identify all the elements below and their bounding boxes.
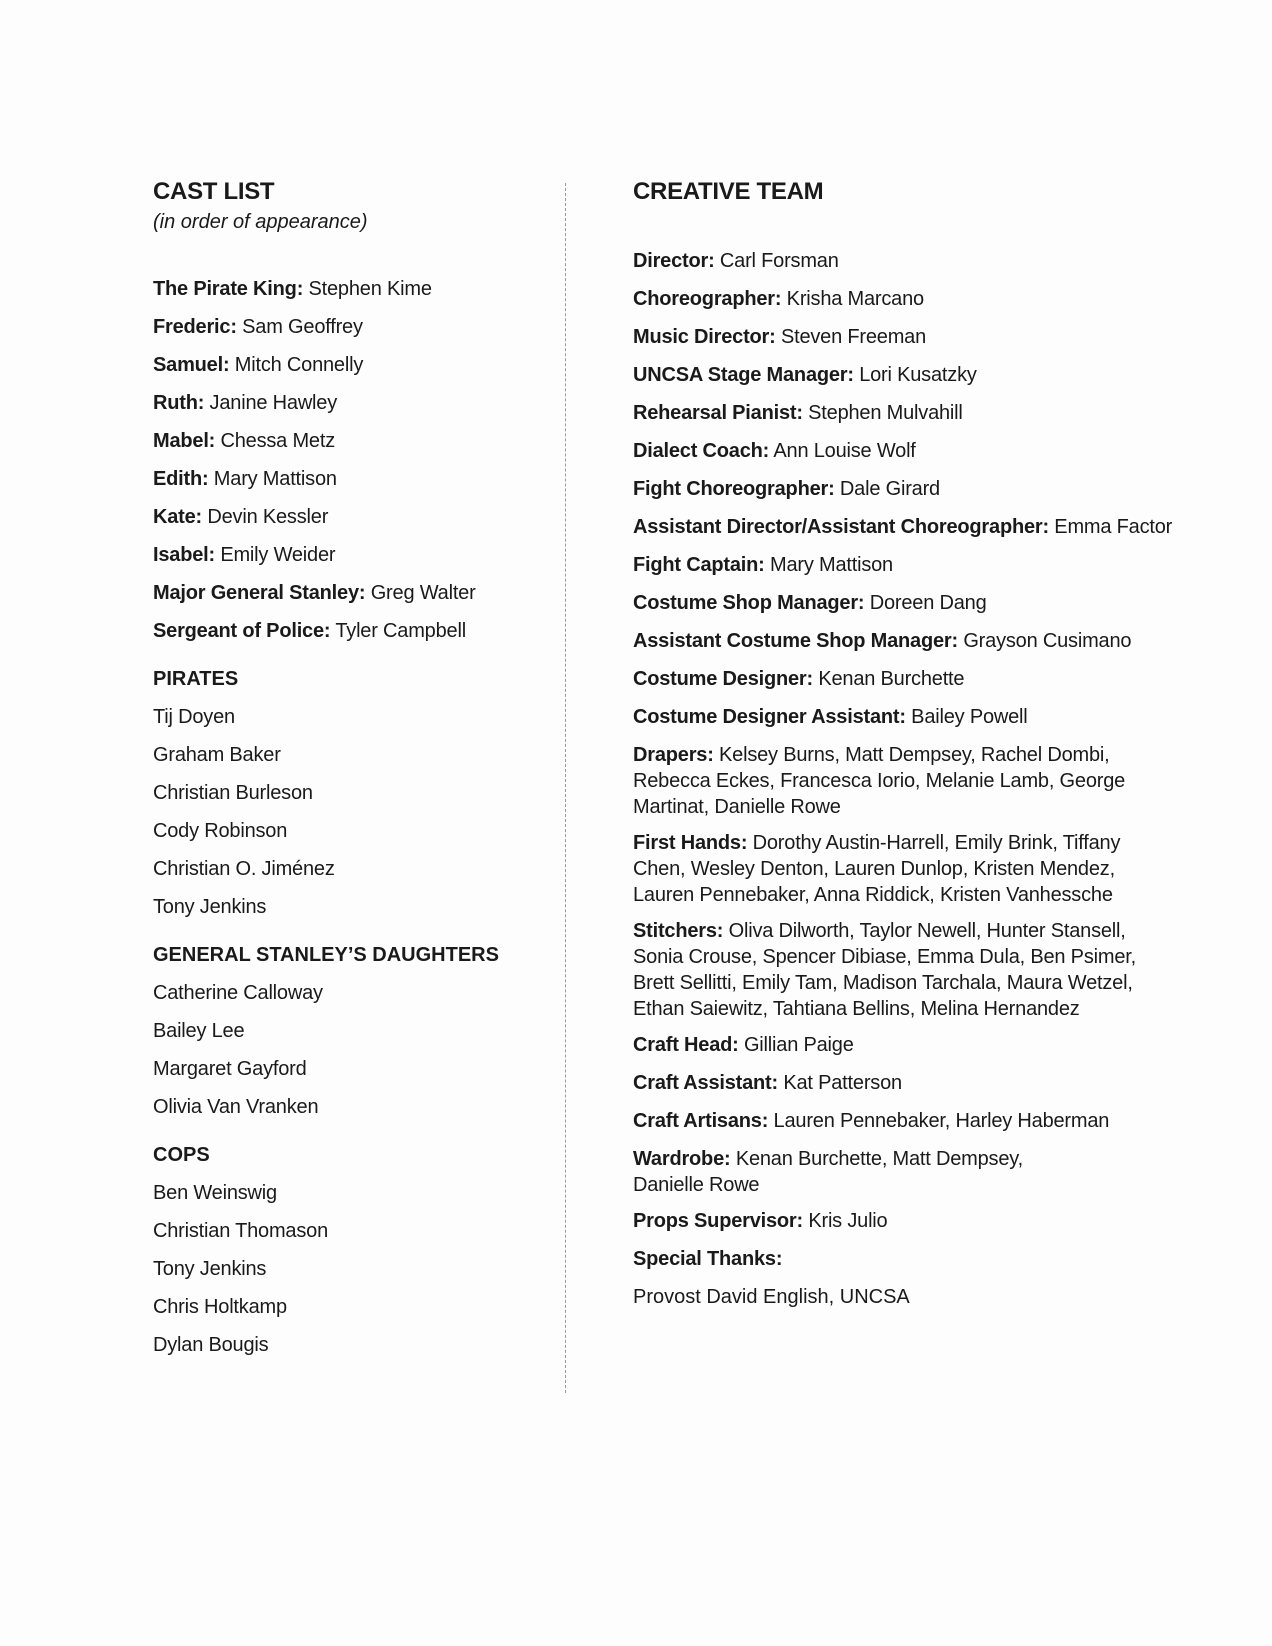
cast-entry xyxy=(153,276,553,302)
cast-list-heading: CAST LIST xyxy=(153,178,275,205)
wardrobe-entry xyxy=(633,1146,1193,1198)
person-name: Dale Girard xyxy=(834,478,940,500)
role-label: Stitchers: xyxy=(633,920,724,942)
team-entry xyxy=(633,286,1193,312)
creative-team-list xyxy=(633,248,1193,1310)
person-names: Kenan Burchette, Matt Dempsey, Danielle Rowe xyxy=(633,1148,1023,1196)
person-names: Oliva Dilworth, Taylor Newell, Hunter Stansell, Sonia Crouse, Spencer Dibiase, Emma Dula, Ben Psimer, Brett Sellitti, Emily Tam, Madison Tarchala, Maura Wetzel, Ethan Saiewitz, Tahtiana Bellins, Melina Hernandez xyxy=(633,920,1136,1020)
person-name: Kat Patterson xyxy=(777,1072,902,1094)
performer-name: Emily Weider xyxy=(214,544,336,566)
team-entry xyxy=(633,438,1193,464)
role-label: Craft Assistant: xyxy=(633,1072,778,1094)
person-names: Dorothy Austin-Harrell, Emily Brink, Tiffany Chen, Wesley Denton, Lauren Dunlop, Kristen Mendez, Lauren Pennebaker, Anna Riddick, Kristen Vanhessche xyxy=(633,832,1121,906)
role-label: Costume Designer: xyxy=(633,668,813,690)
role-label: Assistant Costume Shop Manager: xyxy=(633,630,958,652)
team-entry xyxy=(633,552,1193,578)
role-label: Drapers: xyxy=(633,744,714,766)
role-label: First Hands: xyxy=(633,832,748,854)
person-name: Krisha Marcano xyxy=(781,288,924,310)
role-label: Music Director: xyxy=(633,326,776,348)
performer-name: Chessa Metz xyxy=(215,430,336,452)
performer-name: Devin Kessler xyxy=(202,506,329,528)
performer-name: Mary Mattison xyxy=(208,468,337,490)
person-name: Lauren Pennebaker, Harley Haberman xyxy=(768,1110,1110,1132)
cast-entry xyxy=(153,580,553,606)
person-name: Emma Factor xyxy=(1048,516,1173,538)
role-label: Mabel: xyxy=(153,430,216,452)
principal-roles xyxy=(153,276,553,644)
list-item: Chris Holtkamp xyxy=(153,1296,287,1318)
role-label: Assistant Director/Assistant Choreographer: xyxy=(633,516,1049,538)
list-item: Margaret Gayford xyxy=(153,1058,307,1080)
team-entry xyxy=(633,1208,1193,1234)
role-label: Choreographer: xyxy=(633,288,782,310)
person-name: Ann Louise Wolf xyxy=(769,440,916,462)
role-label: Dialect Coach: xyxy=(633,440,770,462)
role-label: Props Supervisor: xyxy=(633,1210,803,1232)
role-label: Wardrobe: xyxy=(633,1148,731,1170)
cops-title: COPS xyxy=(153,1144,210,1166)
list-item: Dylan Bougis xyxy=(153,1334,269,1356)
team-entry xyxy=(633,590,1193,616)
cast-entry xyxy=(153,352,553,378)
daughters-title: GENERAL STANLEY’S DAUGHTERS xyxy=(153,944,499,966)
person-name: Carl Forsman xyxy=(714,250,839,272)
role-label: Sergeant of Police: xyxy=(153,620,331,642)
person-name: Bailey Powell xyxy=(905,706,1028,728)
list-item: Bailey Lee xyxy=(153,1020,245,1042)
role-label: Major General Stanley: xyxy=(153,582,366,604)
team-entry xyxy=(633,476,1193,502)
team-entry xyxy=(633,324,1193,350)
team-entry xyxy=(633,514,1193,540)
cast-entry xyxy=(153,428,553,454)
person-name: Kris Julio xyxy=(802,1210,888,1232)
list-item: Graham Baker xyxy=(153,744,281,766)
team-entry xyxy=(633,666,1193,692)
pirates-group xyxy=(153,666,553,920)
role-label: Craft Artisans: xyxy=(633,1110,769,1132)
list-item: Tony Jenkins xyxy=(153,1258,267,1280)
person-name: Steven Freeman xyxy=(775,326,927,348)
role-label: The Pirate King: xyxy=(153,278,304,300)
cops-group xyxy=(153,1142,553,1358)
cast-column xyxy=(153,176,553,1370)
first-hands-entry xyxy=(633,830,1193,908)
person-name: Lori Kusatzky xyxy=(853,364,977,386)
role-label: Fight Choreographer: xyxy=(633,478,835,500)
role-label: Craft Head: xyxy=(633,1034,739,1056)
column-divider xyxy=(565,183,566,1393)
creative-team-column xyxy=(633,176,1193,1310)
list-item: Christian Thomason xyxy=(153,1220,329,1242)
team-entry xyxy=(633,628,1193,654)
role-label: Frederic: xyxy=(153,316,237,338)
pirates-title: PIRATES xyxy=(153,668,239,690)
role-label: Costume Designer Assistant: xyxy=(633,706,906,728)
list-item: Christian O. Jiménez xyxy=(153,858,335,880)
person-name: Doreen Dang xyxy=(864,592,987,614)
drapers-entry xyxy=(633,742,1193,820)
list-item: Catherine Calloway xyxy=(153,982,323,1004)
cast-entry xyxy=(153,466,553,492)
person-name: Gillian Paige xyxy=(738,1034,854,1056)
creative-team-heading: CREATIVE TEAM xyxy=(633,178,824,205)
list-item: Ben Weinswig xyxy=(153,1182,277,1204)
person-names: Kelsey Burns, Matt Dempsey, Rachel Dombi, Rebecca Eckes, Francesca Iorio, Melanie Lamb, George Martinat, Danielle Rowe xyxy=(633,744,1126,818)
role-label: Special Thanks: xyxy=(633,1248,783,1270)
list-item: Tij Doyen xyxy=(153,706,235,728)
role-label: Isabel: xyxy=(153,544,215,566)
list-item: Cody Robinson xyxy=(153,820,288,842)
role-label: Samuel: xyxy=(153,354,230,376)
cast-list-subheading: (in order of appearance) xyxy=(153,211,368,233)
role-label: Edith: xyxy=(153,468,209,490)
performer-name: Tyler Campbell xyxy=(330,620,466,642)
role-label: Ruth: xyxy=(153,392,205,414)
performer-name: Stephen Kime xyxy=(303,278,432,300)
role-label: UNCSA Stage Manager: xyxy=(633,364,854,386)
role-label: Fight Captain: xyxy=(633,554,765,576)
stitchers-entry xyxy=(633,918,1193,1022)
daughters-group xyxy=(153,942,553,1120)
list-item: Christian Burleson xyxy=(153,782,313,804)
role-label: Rehearsal Pianist: xyxy=(633,402,803,424)
person-name: Grayson Cusimano xyxy=(957,630,1132,652)
team-entry xyxy=(633,400,1193,426)
cast-entry xyxy=(153,542,553,568)
team-entry xyxy=(633,1108,1193,1134)
person-name: Kenan Burchette xyxy=(812,668,965,690)
person-name: Mary Mattison xyxy=(764,554,893,576)
cast-entry xyxy=(153,390,553,416)
special-thanks-title xyxy=(633,1246,1193,1272)
performer-name: Sam Geoffrey xyxy=(236,316,363,338)
role-label: Costume Shop Manager: xyxy=(633,592,865,614)
performer-name: Greg Walter xyxy=(365,582,476,604)
cast-entry xyxy=(153,618,553,644)
list-item: Olivia Van Vranken xyxy=(153,1096,319,1118)
list-item: Tony Jenkins xyxy=(153,896,267,918)
role-label: Kate: xyxy=(153,506,203,528)
role-label: Director: xyxy=(633,250,715,272)
team-entry xyxy=(633,1070,1193,1096)
performer-name: Janine Hawley xyxy=(204,392,338,414)
person-name: Stephen Mulvahill xyxy=(802,402,963,424)
team-entry xyxy=(633,248,1193,274)
team-entry xyxy=(633,704,1193,730)
special-thanks-name: Provost David English, UNCSA xyxy=(633,1286,910,1308)
cast-entry xyxy=(153,504,553,530)
team-entry xyxy=(633,1032,1193,1058)
cast-entry xyxy=(153,314,553,340)
team-entry xyxy=(633,362,1193,388)
performer-name: Mitch Connelly xyxy=(229,354,364,376)
